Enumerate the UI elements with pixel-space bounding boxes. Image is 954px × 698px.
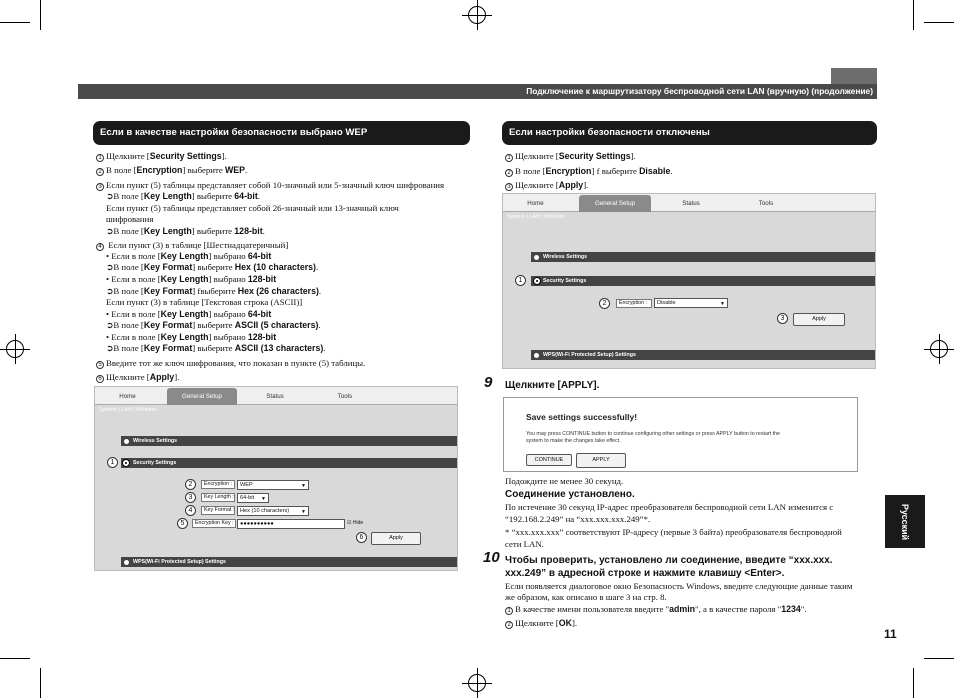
connected-line: “192.168.2.249” на “xxx.xxx.xxx.249”*. bbox=[505, 514, 651, 524]
instruction-line: 1 Щелкните [Security Settings]. bbox=[505, 151, 636, 163]
instruction-line: 1 Щелкните [Security Settings]. bbox=[96, 151, 227, 163]
tab-home[interactable]: Home bbox=[527, 200, 544, 207]
wep-settings-screenshot bbox=[94, 386, 458, 571]
instruction-line: ➲В поле [Key Length] выберите 128-bit. bbox=[106, 226, 265, 236]
instruction-line: • Если в поле [Key Length] выбрано 64-bit bbox=[106, 251, 272, 261]
crop-mark bbox=[924, 658, 954, 659]
wps-settings-bar[interactable]: WPS(Wi-Fi Protected Setup) Settings bbox=[531, 350, 875, 360]
wps-settings-bar[interactable]: WPS(Wi-Fi Protected Setup) Settings bbox=[121, 557, 457, 567]
callout-2: 2 bbox=[599, 298, 610, 309]
callout-6: 6 bbox=[356, 532, 367, 543]
encryption-label: Encryption : bbox=[616, 299, 652, 308]
instruction-line: 5 Введите тот же ключ шифрования, что показан в пункте (5) таблицы. bbox=[96, 358, 365, 370]
encryption-select[interactable]: Disable ▼ bbox=[654, 298, 728, 308]
crop-mark bbox=[40, 668, 41, 698]
step-marker: 2 bbox=[96, 168, 104, 176]
instruction-line: 2 В поле [Encryption] выберите WEP. bbox=[96, 165, 247, 177]
step-10-sub-2: 2 Щелкните [OK]. bbox=[505, 618, 577, 630]
step-number-10: 10 bbox=[483, 549, 500, 566]
section-title-wep: Если в качестве настройки безопасности выбрано WEP bbox=[93, 121, 470, 145]
instruction-line: 6 Щелкните [Apply]. bbox=[96, 372, 179, 384]
language-side-tab: Русский bbox=[885, 495, 925, 548]
security-settings-radio[interactable] bbox=[122, 459, 130, 467]
section-title-disabled: Если настройки безопасности отключены bbox=[502, 121, 877, 145]
registration-mark-icon bbox=[462, 0, 492, 30]
tab-status[interactable]: Status bbox=[682, 200, 700, 207]
registration-mark-icon bbox=[462, 668, 492, 698]
key-length-label: Key Length : bbox=[201, 493, 235, 502]
encryption-key-label: Encryption Key : bbox=[192, 519, 236, 528]
instruction-line: 3 Если пункт (5) таблицы представляет собой 10-значный или 5-значный ключ шифрования bbox=[96, 180, 444, 192]
callout-4: 4 bbox=[185, 505, 196, 516]
step-10-text: же образом, как описано в шаге 3 на стр. 8. bbox=[505, 592, 667, 602]
wireless-settings-bar[interactable]: Wireless Settings bbox=[121, 436, 457, 446]
instruction-line: • Если в поле [Key Length] выбрано 64-bit bbox=[106, 309, 272, 319]
apply-button[interactable]: Apply bbox=[371, 532, 421, 545]
tab-general-setup[interactable]: General Setup bbox=[579, 195, 651, 212]
dialog-text: system to make the changes take effect. bbox=[526, 438, 621, 444]
step-9-heading: Щелкните [APPLY]. bbox=[505, 380, 600, 391]
wireless-settings-bar[interactable]: Wireless Settings bbox=[531, 252, 875, 262]
crop-mark bbox=[913, 668, 914, 698]
tab-tools[interactable]: Tools bbox=[758, 200, 774, 207]
tab-status[interactable]: Status bbox=[266, 393, 284, 400]
callout-5: 5 bbox=[177, 518, 188, 529]
instruction-line: 3 Щелкните [Apply]. bbox=[505, 180, 588, 192]
crop-mark bbox=[0, 658, 30, 659]
apply-button[interactable]: Apply bbox=[793, 313, 845, 326]
key-length-select[interactable]: 64-bit ▼ bbox=[237, 493, 269, 503]
disable-settings-screenshot bbox=[502, 193, 876, 369]
save-success-dialog bbox=[503, 397, 858, 472]
key-format-label: Key Format : bbox=[201, 506, 235, 515]
step-marker: 5 bbox=[96, 361, 104, 369]
connected-line: * “xxx.xxx.xxx” соответствуют IP-адресу (первые 3 байта) преобразователя беспроводной bbox=[505, 527, 842, 537]
callout-1: 1 bbox=[515, 275, 526, 286]
instruction-line: ➲В поле [Key Format] fвыберите Hex (26 characters). bbox=[106, 286, 322, 296]
dialog-text: You may press CONTINUE button to continue configuring other settings or press APPLY button to restart the bbox=[526, 431, 780, 437]
sub-navigation[interactable]: System | LAN | Wireless bbox=[99, 407, 157, 413]
callout-1: 1 bbox=[107, 457, 118, 468]
page-header: Подключение к маршрутизатору беспроводной сети LAN (вручную) (продолжение) bbox=[78, 84, 877, 99]
instruction-line: 4 Если пункт (3) в таблице [Шестнадцатеричный] bbox=[96, 240, 288, 252]
step-marker: 3 bbox=[96, 183, 104, 191]
connected-line: сети LAN. bbox=[505, 539, 544, 549]
instruction-line: Если пункт (5) таблицы представляет собой 26-значный или 13-значный ключ bbox=[106, 203, 399, 213]
step-marker: 1 bbox=[505, 154, 513, 162]
hide-checkbox[interactable]: ☑ Hide bbox=[347, 520, 364, 526]
crop-mark bbox=[40, 0, 41, 30]
step-10-sub-1: 1 В качестве имени пользователя введите "admin", а в качестве пароля "1234". bbox=[505, 604, 807, 616]
security-settings-radio[interactable] bbox=[533, 277, 541, 285]
tab-tools[interactable]: Tools bbox=[337, 393, 353, 400]
step-number-9: 9 bbox=[484, 374, 493, 391]
instruction-line: • Если в поле [Key Length] выбрано 128-bit bbox=[106, 274, 277, 284]
continue-button[interactable]: CONTINUE bbox=[526, 454, 572, 466]
callout-3: 3 bbox=[777, 313, 788, 324]
dialog-title: Save settings successfully! bbox=[526, 412, 638, 422]
registration-mark-icon bbox=[924, 334, 954, 364]
router-tabs bbox=[95, 387, 457, 405]
step-10-text: Если появляется диалоговое окно Безопасность Windows, введите следующие данные таким bbox=[505, 581, 853, 591]
security-settings-bar[interactable]: Security Settings bbox=[121, 458, 457, 468]
crop-mark bbox=[0, 22, 30, 23]
tab-home[interactable]: Home bbox=[119, 393, 136, 400]
instruction-line: ➲В поле [Key Format] выберите Hex (10 characters). bbox=[106, 262, 319, 272]
instruction-line: Если пункт (3) в таблице [Текстовая строка (ASCII)] bbox=[106, 297, 303, 307]
security-settings-bar[interactable]: Security Settings bbox=[531, 276, 875, 286]
router-tabs bbox=[503, 194, 875, 212]
connected-line: По истечение 30 секунд IP-адрес преобразователя беспроводной сети LAN изменится с bbox=[505, 502, 834, 512]
page-number: 11 bbox=[884, 627, 897, 641]
registration-mark-icon bbox=[0, 334, 30, 364]
sub-navigation[interactable]: System | LAN | Wireless bbox=[507, 214, 565, 220]
step-marker: 3 bbox=[505, 183, 513, 191]
crop-mark bbox=[913, 0, 914, 30]
callout-3: 3 bbox=[185, 492, 196, 503]
apply-dialog-button[interactable]: APPLY bbox=[576, 453, 626, 468]
crop-mark bbox=[924, 22, 954, 23]
encryption-label: Encryption : bbox=[201, 480, 235, 489]
instruction-line: шифрования bbox=[106, 214, 154, 224]
instruction-line: 2 В поле [Encryption] f выберите Disable. bbox=[505, 166, 673, 178]
instruction-line: ➲В поле [Key Format] выберите ASCII (5 characters). bbox=[106, 320, 321, 330]
step-10-heading: Чтобы проверить, установлено ли соединение, введите “xxx.xxx. bbox=[505, 555, 833, 566]
step-marker: 1 bbox=[96, 154, 104, 162]
tab-general-setup[interactable]: General Setup bbox=[167, 388, 237, 405]
instruction-line: • Если в поле [Key Length] выбрано 128-bit bbox=[106, 332, 277, 342]
encryption-select[interactable]: WEP ▼ bbox=[237, 480, 309, 490]
wait-text: Подождите не менее 30 секунд. bbox=[505, 476, 624, 486]
encryption-key-input[interactable]: ●●●●●●●●●● bbox=[237, 519, 345, 529]
callout-2: 2 bbox=[185, 479, 196, 490]
step-10-heading: xxx.249” в адресной строке и нажмите клавишу <Enter>. bbox=[505, 568, 785, 579]
key-format-select[interactable]: Hex (10 characters) ▼ bbox=[237, 506, 309, 516]
instruction-line: ➲В поле [Key Length] выберите 64-bit. bbox=[106, 191, 260, 201]
step-marker: 2 bbox=[505, 169, 513, 177]
step-marker: 4 bbox=[96, 243, 104, 251]
step-marker: 6 bbox=[96, 375, 104, 383]
instruction-line: ➲В поле [Key Format] выберите ASCII (13 characters). bbox=[106, 343, 326, 353]
connected-heading: Соединение установлено. bbox=[505, 489, 635, 500]
